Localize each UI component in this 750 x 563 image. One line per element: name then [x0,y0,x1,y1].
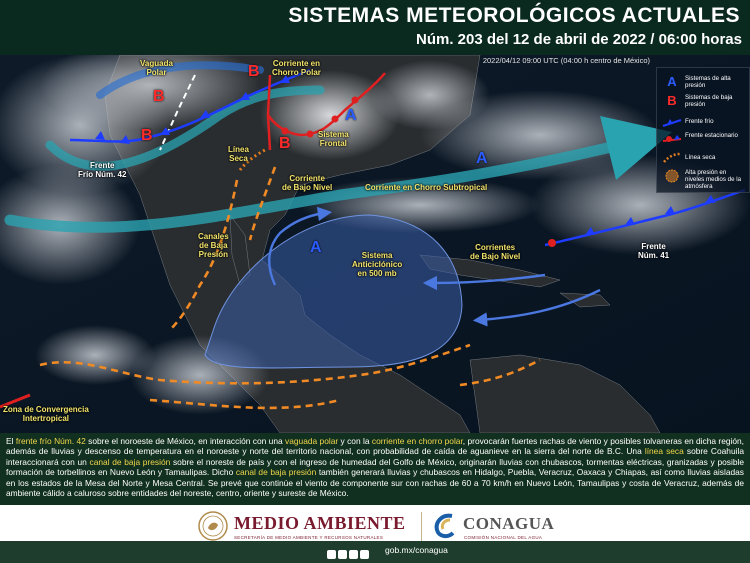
conagua-logo-icon [430,510,460,540]
label-frente-41: Frente Núm. 41 [638,242,670,260]
instagram-icon[interactable] [360,550,369,559]
cold-front-icon [661,114,683,130]
low-pressure-mark: B [141,127,153,144]
bulletin-number: Núm. 203 del 12 de abril de 2022 / 06:00 horas [416,31,742,48]
stationary-front-semicircle [548,239,556,247]
label-canales-baja-presion: Canales de Baja Presión [198,232,229,259]
facebook-icon[interactable] [327,550,336,559]
website-link[interactable]: gob.mx/conagua [385,545,448,555]
label-chorro-polar: Corriente en Chorro Polar [272,59,321,77]
social-icons [327,546,371,557]
label-linea-seca: Línea Seca [228,145,249,163]
low-pressure-mark: B [153,88,165,105]
youtube-icon[interactable] [349,550,358,559]
low-pressure-icon: B [667,93,677,108]
logo-divider [421,512,422,542]
highlight-chorro-polar: corriente en chorro polar [371,436,463,446]
legend-item-dry-line: Línea seca [657,150,749,168]
medio-ambiente-subtitle: SECRETARÍA DE MEDIO AMBIENTE Y RECURSOS NATURALES [234,535,384,540]
conagua-subtitle: COMISIÓN NACIONAL DEL AGUA [464,535,543,540]
legend-item-high-pressure: A Sistemas de alta presión [657,74,749,92]
highlight-vaguada-polar: vaguada polar [285,436,339,446]
mid-level-high-icon [661,168,683,184]
header [0,0,750,55]
bulletin-description [0,433,750,505]
label-vaguada-polar: Vaguada Polar [140,59,173,77]
highlight-linea-seca: línea seca [644,446,684,457]
label-sistema-anticiclonico: Sistema Anticiclónico en 500 mb [352,251,403,278]
high-pressure-mark: A [310,239,322,256]
label-sistema-frontal: Sistema Frontal [318,130,349,148]
low-pressure-mark: B [248,63,260,80]
page-title: SISTEMAS METEOROLÓGICOS ACTUALES [288,4,740,27]
description-text: El frente frío Núm. 42 sobre el noroeste de México, en interacción con una vaguada polar y con la corriente en chorro polar, provocarán fuertes rachas de viento y posibles tolvaneras en dicha región, además de lluvias y descenso de temperatura en el noroeste y norte del territorio nacional, con probabilidad de caída de aguanieve en la sierra del norte de B.C. Una línea seca sobre Coahuila interaccionará con un canal de baja presión sobre el noreste de país y con el ingreso de humedad del Golfo de México, originarán lluvias con chubascos, tormentas eléctricas, granizadas y posible formación de torbellinos en Nuevo León y Tamaulipas. Dicho canal de baja presión también generará lluvias y chubascos en Hidalgo, Puebla, Veracruz, Oaxaca y Chiapas, así como lluvias aisladas en los estados de la Mesa del Norte y Mesa Central. Se prevé que continúe el viento de componente sur con rachas de 60 a 70 km/h en Nuevo León, Tamaulipas y costa de Veracruz, además de ambiente cálido a caluroso sobre entidades del noreste, centro, oriente y sureste de México. [6,436,745,499]
label-corrientes-bajo-nivel: Corrientes de Bajo Nivel [470,243,521,261]
map-legend [656,67,750,193]
twitter-icon[interactable] [338,550,347,559]
label-chorro-subtropical: Corriente en Chorro Subtropical [365,183,488,192]
conagua-logo: CONAGUA [463,514,555,533]
legend-item-low-pressure: B Sistemas de baja presión [657,93,749,111]
legend-item-stationary-front: Frente estacionario [657,131,749,149]
low-pressure-mark: B [279,135,291,152]
image-timestamp: 2022/04/12 09:00 UTC (04:00 h centro de México) [482,56,650,65]
legend-item-cold-front: Frente frío [657,114,749,132]
label-frente-frio-42: Frente Frío Núm. 42 [78,161,127,179]
label-corriente-bajo-nivel: Corriente de Bajo Nivel [282,174,333,192]
footer-bar [0,541,750,563]
stationary-front-icon [661,131,683,147]
high-pressure-mark: A [345,107,357,124]
highlight-canal-baja-presion: canal de baja presión [235,467,317,478]
high-pressure-icon: A [667,74,677,89]
medio-ambiente-logo: MEDIO AMBIENTE [234,513,406,533]
satellite-map [0,55,750,433]
label-zona-convergencia: Zona de Convergencia Intertropical [3,405,89,423]
highlight-frente-frio: frente frío Núm. 42 [15,436,86,446]
high-pressure-mark: A [476,150,488,167]
legend-item-mid-level-high: Alta presión en niveles medios de la atmósfera [657,168,749,186]
mexico-seal-icon [197,510,229,542]
highlight-canal-baja-presion: canal de baja presión [89,456,171,467]
dry-line-icon [661,150,683,166]
